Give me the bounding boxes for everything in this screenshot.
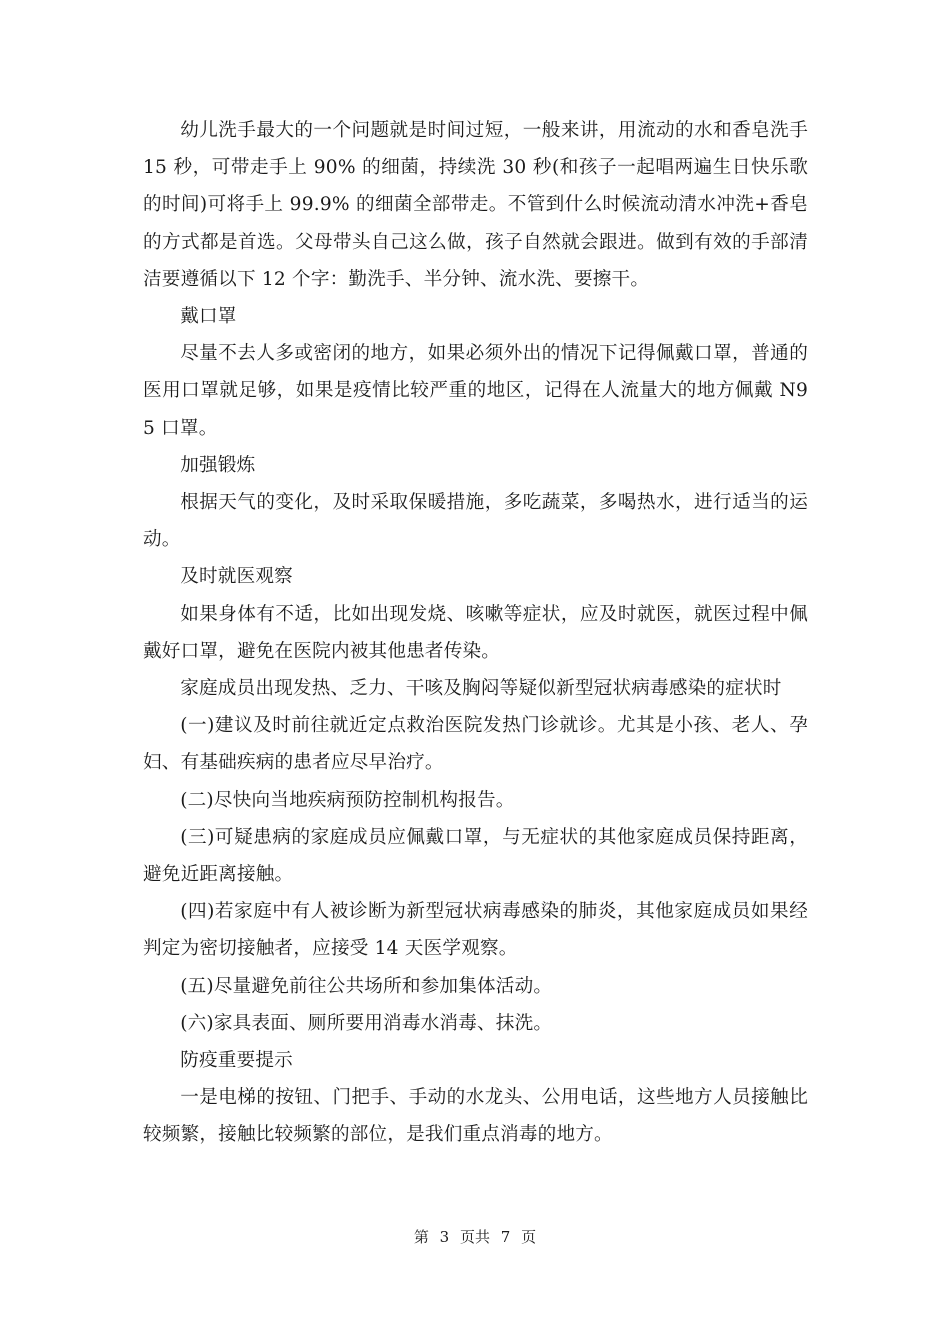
heading-seek-medical: 及时就医观察 xyxy=(180,566,293,588)
footer-middle: 页共 xyxy=(459,1228,490,1246)
paragraph-exercise: 根据天气的变化，及时采取保暖措施，多吃蔬菜，多喝热水，进行适当的运动。 xyxy=(143,492,808,551)
paragraph-handwashing: 幼儿洗手最大的一个问题就是时间过短，一般来讲，用流动的水和香皂洗手 15 秒，可带走手上 90% 的细菌，持续洗 30 秒(和孩子一起唱两遍生日快乐歌的时间)可将手上 99.9% 的细菌全部带走。不管到什么时候流动清水冲洗+香皂的方式都是首选。父母带头自己这么做，孩子自然就会跟进。做到有效的手部清洁要遵循以下 12 个字：勤洗手、半分钟、流水洗、要擦干。 xyxy=(143,120,808,290)
page-footer xyxy=(0,1226,950,1247)
heading-exercise: 加强锻炼 xyxy=(180,454,256,476)
document-body xyxy=(143,112,808,1154)
footer-prefix: 第 xyxy=(413,1228,429,1246)
footer-total-pages: 7 xyxy=(500,1228,511,1246)
list-item-4: (四)若家庭中有人被诊断为新型冠状病毒感染的肺炎，其他家庭成员如果经判定为密切接触者，应接受 14 天医学观察。 xyxy=(143,901,808,960)
paragraph-seek-medical: 如果身体有不适，比如出现发烧、咳嗽等症状，应及时就医，就医过程中佩戴好口罩，避免在医院内被其他患者传染。 xyxy=(143,603,808,662)
list-item-3: (三)可疑患病的家庭成员应佩戴口罩，与无症状的其他家庭成员保持距离，避免近距离接触。 xyxy=(143,826,808,886)
footer-suffix: 页 xyxy=(521,1228,537,1246)
list-item-6: (六)家具表面、厕所要用消毒水消毒、抹洗。 xyxy=(180,1012,553,1034)
footer-current-page: 3 xyxy=(439,1228,450,1246)
paragraph-family-symptoms: 家庭成员出现发热、乏力、干咳及胸闷等疑似新型冠状病毒感染的症状时 xyxy=(180,678,782,700)
heading-prevention-tips: 防疫重要提示 xyxy=(180,1050,293,1072)
list-item-5: (五)尽量避免前往公共场所和参加集体活动。 xyxy=(180,975,553,997)
list-item-2: (二)尽快向当地疾病预防控制机构报告。 xyxy=(180,789,515,811)
heading-wear-mask: 戴口罩 xyxy=(180,306,237,328)
paragraph-prevention-tips: 一是电梯的按钮、门把手、手动的水龙头、公用电话，这些地方人员接触比较频繁，接触比较频繁的部位，是我们重点消毒的地方。 xyxy=(143,1087,808,1146)
paragraph-mask: 尽量不去人多或密闭的地方，如果必须外出的情况下记得佩戴口罩，普通的医用口罩就足够，如果是疫情比较严重的地区，记得在人流量大的地方佩戴 N95 口罩。 xyxy=(143,343,808,439)
list-item-1: (一)建议及时前往就近定点救治医院发热门诊就诊。尤其是小孩、老人、孕妇、有基础疾病的患者应尽早治疗。 xyxy=(143,715,808,774)
